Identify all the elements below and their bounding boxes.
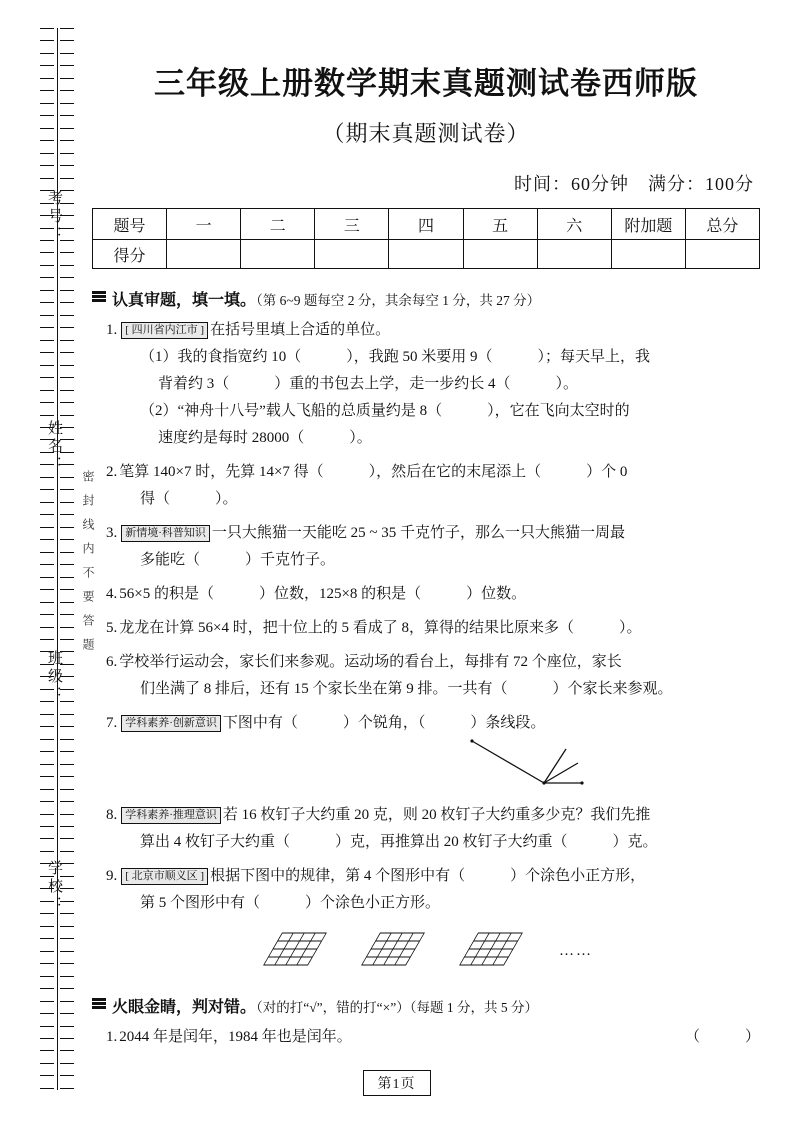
angle-figure-drawing [466,739,586,798]
binding-tick [60,90,74,91]
binding-tick [60,539,74,540]
binding-tick [40,776,54,777]
binding-tick [60,514,74,515]
binding-tick [40,726,54,727]
page-number: 第1页 [363,1070,431,1096]
question-tag: [ 四川省内江市 ] [121,322,208,339]
score-table-col-4: 四 [389,209,463,240]
score-table-col-6: 六 [537,209,611,240]
binding-tick [60,851,74,852]
binding-ticks-left [40,28,54,1090]
binding-tick [60,340,74,341]
binding-tick [60,153,74,154]
question-line: 背着约 3（ ）重的书包去上学，走一步约长 4（ ）。 [158,376,579,392]
score-table [92,208,760,269]
binding-tick [40,165,54,166]
binding-tick [40,539,54,540]
binding-tick [60,552,74,553]
question-1-7 [92,710,760,737]
score-cell-2[interactable] [241,240,315,269]
binding-tick [60,951,74,952]
binding-tick [40,78,54,79]
binding-tick [40,489,54,490]
score-table-col-1: 一 [167,209,241,240]
score-cell-1[interactable] [167,240,241,269]
score-cell-6[interactable] [537,240,611,269]
question-index: 2. [106,464,118,480]
score-cell-7[interactable] [611,240,685,269]
binding-tick [60,40,74,41]
page-subtitle: （期末真题测试卷） [322,121,530,146]
seal-line-text: 密封线内不要答题 [81,470,95,662]
binding-tick [60,252,74,253]
section-marker-icon [92,291,106,302]
binding-tick [40,938,54,939]
table-row [93,209,760,240]
binding-tick [40,789,54,790]
binding-tick [40,115,54,116]
score-cell-3[interactable] [315,240,389,269]
question-index: 5. [106,620,118,636]
binding-tick [60,28,74,29]
binding-tick [60,789,74,790]
binding-tick [60,390,74,391]
field-banji: 班级： [46,650,62,704]
binding-tick [40,90,54,91]
answer-bracket[interactable]: （ ） [684,1029,760,1045]
section-title: 认真审题，填一填。 [112,292,257,309]
question-1-5 [92,615,760,642]
score-table-col-5: 五 [463,209,537,240]
question-text: 龙龙在计算 56×4 时，把十位上的 5 看成了 8，算得的结果比原来多（ ）。 [119,620,642,636]
binding-tick [60,415,74,416]
binding-tick [40,826,54,827]
binding-tick [40,277,54,278]
binding-tick [40,1050,54,1051]
field-xuexiao: 学校： [46,860,62,914]
binding-tick [60,78,74,79]
binding-tick [60,402,74,403]
binding-tick [60,290,74,291]
question-line: （1）我的食指宽约 10（ ），我跑 50 米要用 9（ ）；每天早上，我 [140,349,651,365]
question-1-1 [92,317,760,452]
binding-tick [60,988,74,989]
binding-tick [40,589,54,590]
binding-tick [60,714,74,715]
binding-tick [60,1038,74,1039]
question-line: 得（ ）。 [140,491,238,507]
question-tag: 新情境·科普知识 [121,525,210,542]
binding-tick [40,53,54,54]
binding-tick [60,739,74,740]
score-table-header-score: 得分 [93,240,167,269]
question-1-2 [92,459,760,513]
pattern-ellipsis: …… [559,943,593,959]
section-title: 火眼金睛，判对错。 [112,999,257,1016]
binding-tick [60,776,74,777]
binding-tick [60,527,74,528]
binding-tick [60,751,74,752]
angle-figure [92,739,760,795]
score-cell-5[interactable] [463,240,537,269]
binding-tick [40,926,54,927]
binding-tick [40,28,54,29]
binding-tick [40,302,54,303]
binding-tick [40,153,54,154]
binding-tick [40,252,54,253]
binding-tick [60,589,74,590]
binding-tick [40,627,54,628]
binding-tick [40,639,54,640]
binding-tick [40,290,54,291]
question-1-9 [92,863,760,917]
question-line: 算出 4 枚钉子大约重（ ）克，再推算出 20 枚钉子大约重（ ）克。 [140,834,658,850]
binding-tick [60,1013,74,1014]
score-table-col-3: 三 [315,209,389,240]
question-index: 9. [106,868,118,884]
binding-tick [60,302,74,303]
binding-tick [40,377,54,378]
binding-tick [40,265,54,266]
question-text: 笔算 140×7 时，先算 14×7 得（ ），然后在它的末尾添上（ ）个 0 [119,464,628,480]
question-tag: [ 北京市顺义区 ] [121,868,208,885]
pattern-shape-2 [357,927,429,976]
time-and-score: 时间：60分钟 满分：100分 [514,174,754,194]
question-2-1 [92,1024,760,1051]
question-line: 们坐满了 8 排后，还有 15 个家长坐在第 9 排。一共有（ ）个家长来参观。 [140,681,673,697]
binding-tick [40,65,54,66]
binding-tick [40,552,54,553]
question-index: 7. [106,715,118,731]
field-xingming: 姓名： [46,420,62,474]
binding-tick [40,390,54,391]
binding-tick [40,814,54,815]
binding-tick [40,564,54,565]
binding-tick [60,963,74,964]
binding-tick [60,838,74,839]
binding-tick [60,764,74,765]
field-kaohao: 考号： [46,190,62,244]
score-cell-4[interactable] [389,240,463,269]
question-text: 根据下图中的规律，第 4 个图形中有（ ）个涂色小正方形， [210,868,646,884]
binding-tick [60,477,74,478]
binding-tick [60,352,74,353]
binding-tick [40,128,54,129]
binding-tick [40,1001,54,1002]
binding-tick [40,602,54,603]
binding-tick [60,178,74,179]
score-table-col-2: 二 [241,209,315,240]
binding-tick [40,402,54,403]
binding-tick [40,988,54,989]
binding-tick [60,315,74,316]
section-note: （对的打“√”，错的打“×”）（每题 1 分，共 5 分） [256,1000,539,1015]
question-line: 第 5 个图形中有（ ）个涂色小正方形。 [140,895,441,911]
section-marker-icon [92,998,106,1009]
question-index: 8. [106,807,118,823]
binding-tick [60,826,74,827]
binding-tick [40,614,54,615]
binding-tick [40,178,54,179]
binding-tick [60,814,74,815]
question-1-3 [92,520,760,574]
binding-tick [40,365,54,366]
table-row [93,240,760,269]
question-index: 3. [106,525,118,541]
binding-tick [40,527,54,528]
question-1-8 [92,802,760,856]
binding-tick [40,1013,54,1014]
binding-tick [60,627,74,628]
binding-tick [60,128,74,129]
page-title: 三年级上册数学期末真题测试卷西师版 [154,66,698,101]
binding-tick [40,40,54,41]
binding-tick [40,1063,54,1064]
question-line: 多能吃（ ）千克竹子。 [140,552,336,568]
binding-tick [40,340,54,341]
question-index: 1. [106,1029,118,1045]
question-text: 若 16 枚钉子大约重 20 克，则 20 枚钉子大约重多少克？我们先推 [222,807,651,823]
question-text: 56×5 的积是（ ）位数，125×8 的积是（ ）位数。 [119,586,527,602]
question-text: 一只大熊猫一天能吃 25 ~ 35 千克竹子，那么一只大熊猫一周最 [211,525,626,541]
binding-tick [60,140,74,141]
binding-tick [60,265,74,266]
binding-tick [40,764,54,765]
binding-tick [40,415,54,416]
question-text: 学校举行运动会，家长们来参观。运动场的看台上，每排有 72 个座位，家长 [119,654,622,670]
binding-tick [60,1050,74,1051]
binding-tick [40,801,54,802]
question-1-4 [92,581,760,608]
binding-tick [40,103,54,104]
page-footer [0,1070,793,1096]
binding-tick [40,751,54,752]
binding-tick [60,1026,74,1027]
binding-tick [60,938,74,939]
binding-tick [40,1026,54,1027]
pattern-shape-1 [259,927,331,976]
binding-tick [60,801,74,802]
paper-content [92,40,760,1051]
binding-tick [40,1038,54,1039]
binding-tick [60,976,74,977]
binding-tick [40,502,54,503]
question-tag: 学科素养·推理意识 [121,807,221,824]
binding-tick [40,951,54,952]
question-index: 4. [106,586,118,602]
question-text: 下图中有（ ）个锐角，（ ）条线段。 [222,715,546,731]
question-line: 速度约是每时 28000（ ）。 [158,430,372,446]
score-cell-8[interactable] [685,240,759,269]
binding-tick [60,926,74,927]
binding-tick [40,577,54,578]
question-index: 6. [106,654,118,670]
binding-tick [40,739,54,740]
binding-tick [60,65,74,66]
question-index: 1. [106,322,118,338]
binding-tick [60,639,74,640]
binding-tick [40,963,54,964]
binding-tick [40,851,54,852]
binding-strip [40,28,74,1090]
binding-tick [60,502,74,503]
binding-tick [40,838,54,839]
question-text: 2044 年是闰年，1984 年也是闰年。 [119,1029,352,1045]
binding-tick [60,1001,74,1002]
binding-tick [60,577,74,578]
binding-tick [60,53,74,54]
question-tag: 学科素养·创新意识 [121,715,221,732]
binding-tick [60,1063,74,1064]
binding-tick [60,277,74,278]
binding-ticks-right [60,28,74,1090]
binding-tick [60,377,74,378]
binding-tick [60,327,74,328]
section-heading-1 [92,287,760,310]
pattern-figure [92,927,760,976]
binding-line [57,28,58,1090]
binding-tick [40,140,54,141]
binding-tick [40,352,54,353]
binding-tick [60,365,74,366]
binding-tick [60,614,74,615]
question-1-6 [92,649,760,703]
binding-tick [60,564,74,565]
binding-tick [60,602,74,603]
binding-tick [60,115,74,116]
section-heading-2 [92,994,760,1017]
score-table-col-7: 附加题 [611,209,685,240]
binding-tick [40,976,54,977]
binding-tick [60,103,74,104]
binding-tick [60,165,74,166]
binding-tick [40,477,54,478]
binding-tick [60,726,74,727]
question-text: 在括号里填上合适的单位。 [210,322,391,338]
question-line: （2）“神舟十八号”载人飞船的总质量约是 8（ ），它在飞向太空时的 [140,403,630,419]
section-note: （第 6~9 题每空 2 分，其余每空 1 分，共 27 分） [256,293,541,308]
score-table-col-8: 总分 [685,209,759,240]
pattern-shape-3 [455,927,527,976]
binding-tick [40,714,54,715]
binding-tick [40,327,54,328]
binding-tick [60,489,74,490]
binding-tick [40,514,54,515]
binding-tick [40,315,54,316]
score-table-header-label: 题号 [93,209,167,240]
